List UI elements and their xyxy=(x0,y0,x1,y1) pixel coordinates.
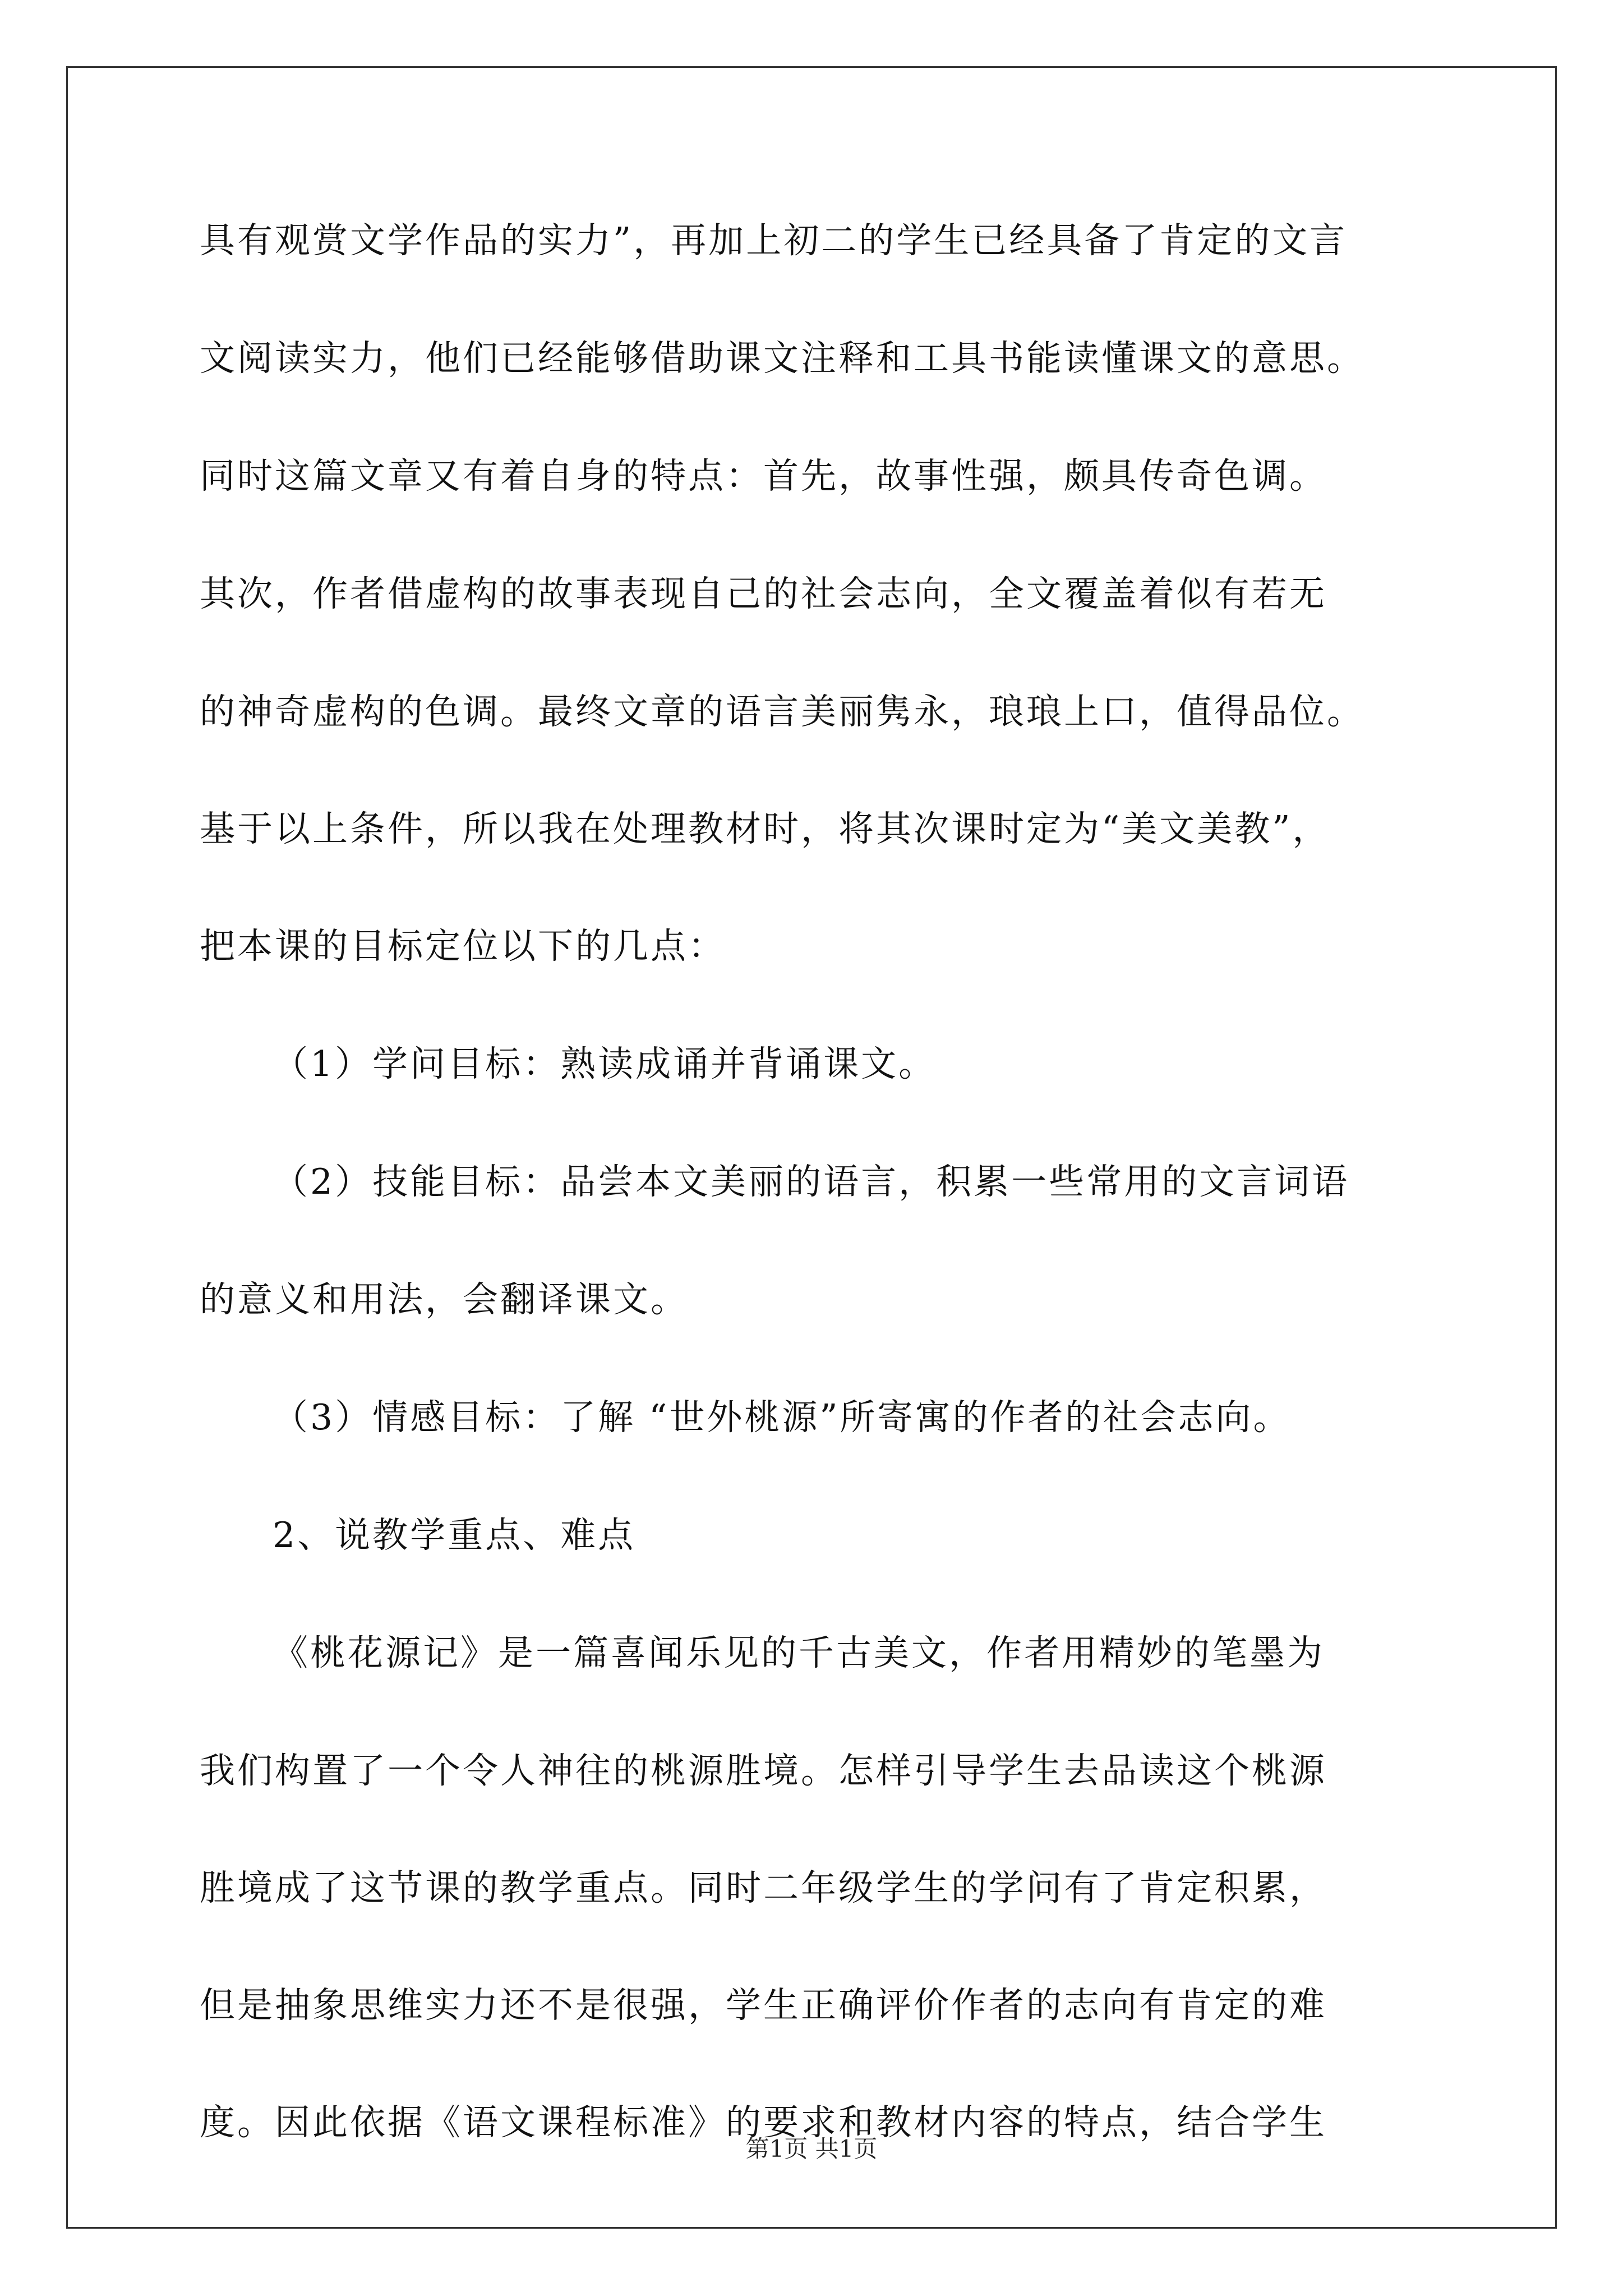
paragraph-line: 度。因此依据《语文课程标准》的要求和教材内容的特点，结合学生 xyxy=(200,2102,1327,2143)
paragraph-line: 但是抽象思维实力还不是很强，学生正确评价作者的志向有肯定的难 xyxy=(200,1985,1327,2026)
paragraph-line: 把本课的目标定位以下的几点： xyxy=(200,926,726,967)
paragraph-line: 胜境成了这节课的教学重点。同时二年级学生的学问有了肯定积累， xyxy=(200,1867,1327,1908)
skill-goal-line: （2）技能目标：品尝本文美丽的语言，积累一些常用的文言词语 xyxy=(273,1161,1350,1202)
section-heading: 2、说教学重点、难点 xyxy=(273,1515,636,1556)
knowledge-goal-line: （1）学问目标：熟读成诵并背诵课文。 xyxy=(273,1043,937,1084)
paragraph-line: 同时这篇文章又有着自身的特点：首先，故事性强，颇具传奇色调。 xyxy=(200,455,1327,496)
paragraph-line: 的神奇虚构的色调。最终文章的语言美丽隽永，琅琅上口，值得品位。 xyxy=(200,691,1364,732)
paragraph-line: 的意义和用法，会翻译课文。 xyxy=(200,1279,688,1320)
emotion-goal-line: （3）情感目标：了解 “世外桃源”所寄寓的作者的社会志向。 xyxy=(273,1397,1291,1438)
paragraph-line: 文阅读实力，他们已经能够借助课文注释和工具书能读懂课文的意思。 xyxy=(200,338,1364,379)
paragraph-line: 《桃花源记》是一篇喜闻乐见的千古美文，作者用精妙的笔墨为 xyxy=(273,1632,1325,1673)
paragraph-line: 我们构置了一个令人神往的桃源胜境。怎样引导学生去品读这个桃源 xyxy=(200,1750,1327,1791)
paragraph-line: 具有观赏文学作品的实力”，再加上初二的学生已经具备了肯定的文言 xyxy=(200,220,1348,261)
paragraph-line: 其次，作者借虚构的故事表现自己的社会志向，全文覆盖着似有若无 xyxy=(200,573,1327,614)
page-footer: 第1页 共1页 xyxy=(745,2135,878,2162)
paragraph-line: 基于以上条件，所以我在处理教材时，将其次课时定为“美文美教”， xyxy=(200,808,1330,849)
